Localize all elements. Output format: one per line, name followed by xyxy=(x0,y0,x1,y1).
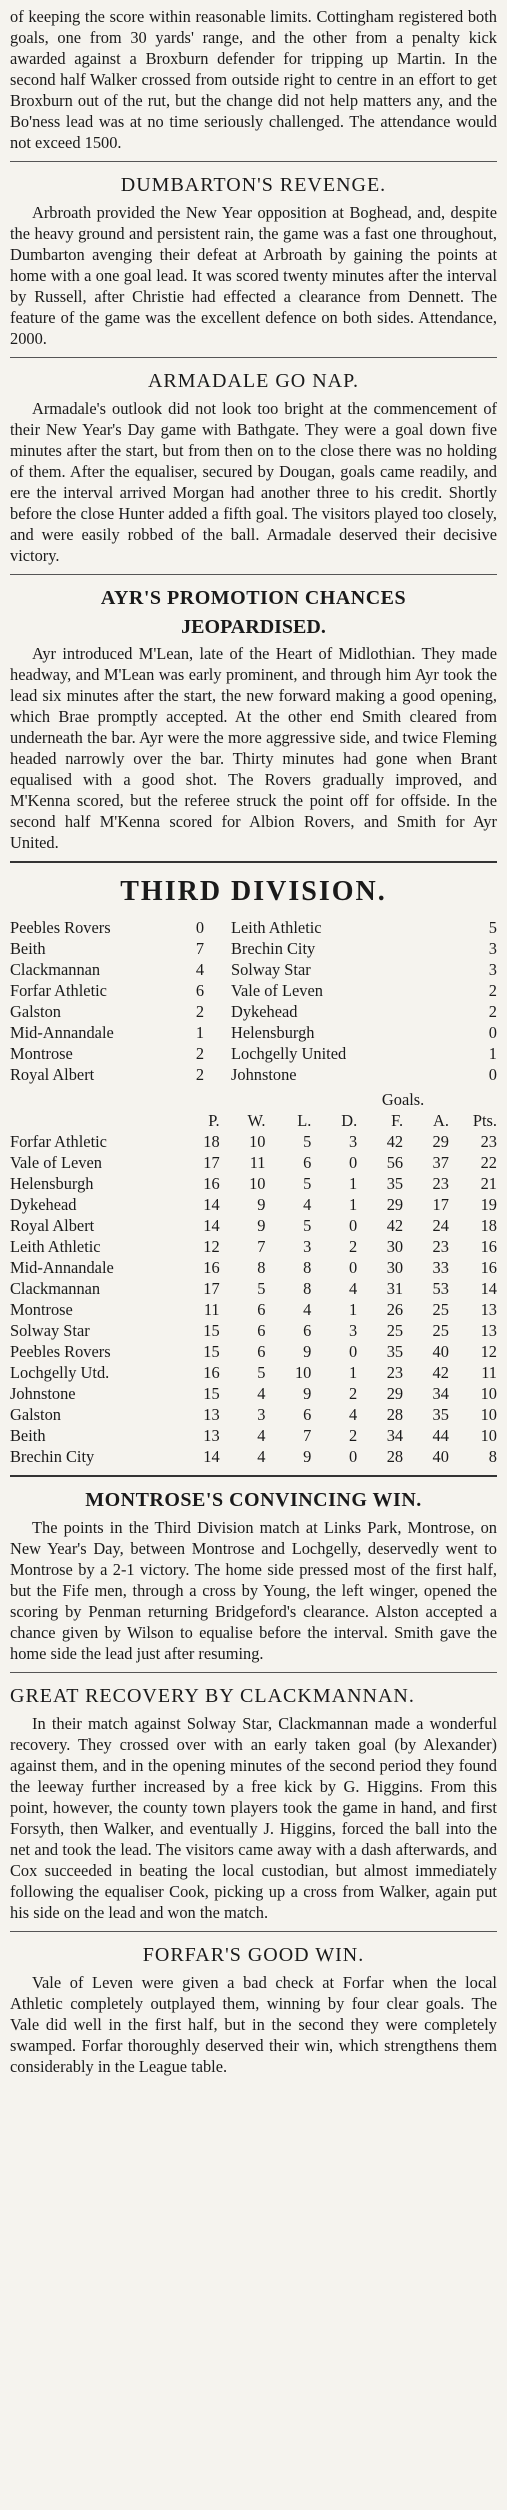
stat-l: 6 xyxy=(303,1321,312,1340)
league-row xyxy=(10,1278,497,1299)
stat-a: 23 xyxy=(432,1174,449,1193)
stat-d: 2 xyxy=(349,1426,358,1445)
article-forfar: Vale of Leven were given a bad check at Forfar when the local Athletic completely outplayed them, winning by four clear goals. The Vale did well in the first half, but in the second they were completely swamped. Forfar thoroughly deserved their win, which strengthens them considerably in the League table. xyxy=(10,1973,497,2076)
stat-l: 9 xyxy=(303,1342,312,1361)
away-score: 2 xyxy=(488,1002,497,1021)
stat-f: 26 xyxy=(386,1300,404,1319)
league-row xyxy=(10,1257,497,1278)
stat-pts: 14 xyxy=(480,1279,497,1298)
stat-d: 1 xyxy=(349,1174,358,1193)
stat-p: 16 xyxy=(203,1258,220,1277)
col-p: P. xyxy=(208,1111,220,1130)
stat-d: 0 xyxy=(349,1153,358,1172)
stat-f: 29 xyxy=(386,1384,404,1403)
stat-f: 31 xyxy=(386,1279,404,1298)
stat-l: 8 xyxy=(303,1258,312,1277)
stat-p: 18 xyxy=(203,1132,220,1151)
team-name: Helensburgh xyxy=(10,1174,94,1193)
stat-w: 4 xyxy=(257,1426,266,1445)
stat-a: 40 xyxy=(432,1342,449,1361)
team-name: Vale of Leven xyxy=(10,1153,102,1172)
team-name: Peebles Rovers xyxy=(10,1342,111,1361)
stat-pts: 16 xyxy=(480,1258,497,1277)
stat-d: 3 xyxy=(349,1321,358,1340)
stat-l: 3 xyxy=(303,1237,312,1256)
stat-p: 13 xyxy=(203,1405,220,1424)
team-name: Dykehead xyxy=(10,1195,77,1214)
headline-armadale: ARMADALE GO NAP. xyxy=(147,370,359,392)
stat-pts: 11 xyxy=(481,1363,497,1382)
stat-l: 4 xyxy=(303,1300,312,1319)
stat-a: 23 xyxy=(432,1237,449,1256)
stat-d: 0 xyxy=(349,1447,358,1466)
result-row xyxy=(10,938,497,959)
headline-clackmannan: GREAT RECOVERY BY CLACKMANNAN. xyxy=(10,1685,415,1707)
col-d: D. xyxy=(341,1111,358,1130)
stat-f: 42 xyxy=(386,1216,404,1235)
article-armadale: Armadale's outlook did not look too bright at the commencement of their New Year's Day game with Bathgate. They were a goal down five minutes after the start, but from then on to the close there was no holding of them. After the equaliser, secured by Dougan, goals came readily, and ere the interval arrived Morgan had another three to his credit. Shortly before the close Hunter added a fifth goal. The visitors played too closely, and were easily robbed of the ball. Armadale deserved their decisive victory. xyxy=(10,399,497,565)
home-team: Peebles Rovers xyxy=(10,918,111,937)
stat-f: 29 xyxy=(386,1195,404,1214)
article-dumbarton: Arbroath provided the New Year opposition at Boghead, and, despite the heavy ground and persistent rain, the game was a fast one throughout, Dumbarton avenging their defeat at Arbroath by gaining the points at home with a one goal lead. It was scored twenty minutes after the interval by Russell, after Christie had effected a clearance from Dennett. The feature of the game was the excellent defence on both sides. Attendance, 2000. xyxy=(10,203,497,348)
article-clackmannan: In their match against Solway Star, Clackmannan made a wonderful recovery. They crossed over with an early taken goal (by Alexander) against them, and in the opening minutes of the second period they found the leeway further increased by a free kick by G. Higgins. From this point, however, the county town players took the game in hand, and first Forsyth, then Walker, and eventually J. Higgins, forced the ball into the net and took the lead. The visitors came away with a dash afterwards, and Cox succeeded in beating the local custodian, but almost immediately following the equaliser Cook, picking up a cross from Walker, again put his side on the lead and won the match. xyxy=(10,1714,497,1922)
team-name: Royal Albert xyxy=(10,1216,95,1235)
stat-p: 17 xyxy=(203,1153,220,1172)
home-team: Clackmannan xyxy=(10,960,101,979)
stat-pts: 8 xyxy=(488,1447,497,1466)
league-row xyxy=(10,1425,497,1446)
stat-a: 33 xyxy=(432,1258,449,1277)
stat-d: 1 xyxy=(349,1195,358,1214)
stat-f: 30 xyxy=(386,1237,404,1256)
stat-d: 2 xyxy=(349,1384,358,1403)
away-team: Dykehead xyxy=(231,1002,298,1021)
col-w: W. xyxy=(247,1111,266,1130)
league-row xyxy=(10,1173,497,1194)
league-header-row xyxy=(10,1110,497,1131)
away-score: 0 xyxy=(488,1065,497,1084)
results-table xyxy=(10,917,497,1085)
subheadline-ayr: JEOPARDISED. xyxy=(181,616,326,638)
stat-a: 25 xyxy=(432,1300,449,1319)
stat-w: 6 xyxy=(257,1342,266,1361)
headline-ayr: AYR'S PROMOTION CHANCES xyxy=(100,587,407,609)
stat-l: 5 xyxy=(303,1132,312,1151)
league-row xyxy=(10,1236,497,1257)
stat-p: 14 xyxy=(203,1195,220,1214)
stat-w: 11 xyxy=(249,1153,266,1172)
stat-d: 0 xyxy=(349,1342,358,1361)
divider xyxy=(10,357,497,358)
stat-pts: 19 xyxy=(480,1195,497,1214)
stat-pts: 10 xyxy=(480,1426,497,1445)
league-row xyxy=(10,1152,497,1173)
stat-f: 56 xyxy=(386,1153,404,1172)
stat-pts: 21 xyxy=(480,1174,497,1193)
home-team: Galston xyxy=(10,1002,61,1021)
stat-f: 35 xyxy=(386,1174,404,1193)
article-ayr: Ayr introduced M'Lean, late of the Heart of Midlothian. They made headway, and M'Lean was early prominent, and through him Ayr took the lead six minutes after the start, the new forward making a good opening, which Brae promptly accepted. At the other end Smith cleared from underneath the bar. Ayr were the more aggressive side, and twice Fleming headed narrowly over the bar. Thirty minutes had gone when Brant equalised with a good shot. The Rovers gradually improved, and M'Kenna scored, but the referee struck the point off for offside. In the second half M'Kenna scored for Albion Rovers, and Smith for Ayr United. xyxy=(10,644,497,852)
stat-f: 23 xyxy=(386,1363,404,1382)
stat-w: 6 xyxy=(257,1300,266,1319)
stat-a: 24 xyxy=(432,1216,449,1235)
team-name: Montrose xyxy=(10,1300,73,1319)
result-row xyxy=(10,1001,497,1022)
home-team: Royal Albert xyxy=(10,1065,95,1084)
league-row xyxy=(10,1446,497,1467)
home-score: 2 xyxy=(195,1002,205,1021)
team-name: Solway Star xyxy=(10,1321,90,1340)
stat-p: 15 xyxy=(203,1321,220,1340)
col-a: A. xyxy=(433,1111,449,1130)
home-team: Mid-Annandale xyxy=(10,1023,114,1042)
stat-f: 42 xyxy=(386,1132,404,1151)
team-name: Forfar Athletic xyxy=(10,1132,107,1151)
home-score: 7 xyxy=(195,939,205,958)
stat-f: 25 xyxy=(386,1321,404,1340)
stat-l: 5 xyxy=(303,1216,312,1235)
stat-a: 29 xyxy=(432,1132,449,1151)
divider xyxy=(10,1931,497,1932)
league-row xyxy=(10,1404,497,1425)
away-team: Solway Star xyxy=(231,960,311,979)
away-score: 2 xyxy=(488,981,497,1000)
result-row xyxy=(10,917,497,938)
league-row xyxy=(10,1362,497,1383)
away-score: 3 xyxy=(488,960,497,979)
stat-w: 9 xyxy=(257,1216,266,1235)
stat-a: 17 xyxy=(432,1195,449,1214)
stat-w: 4 xyxy=(257,1384,266,1403)
stat-pts: 23 xyxy=(480,1132,497,1151)
stat-d: 2 xyxy=(349,1237,358,1256)
divider xyxy=(10,161,497,162)
stat-p: 14 xyxy=(203,1216,220,1235)
league-row xyxy=(10,1215,497,1236)
away-team: Brechin City xyxy=(231,939,316,958)
stat-w: 7 xyxy=(257,1237,266,1256)
result-row xyxy=(10,980,497,1001)
stat-p: 15 xyxy=(203,1342,220,1361)
team-name: Lochgelly Utd. xyxy=(10,1363,110,1382)
stat-pts: 10 xyxy=(480,1384,497,1403)
stat-p: 12 xyxy=(203,1237,220,1256)
result-row xyxy=(10,959,497,980)
away-team: Lochgelly United xyxy=(231,1044,347,1063)
stat-p: 13 xyxy=(203,1426,220,1445)
stat-w: 10 xyxy=(249,1132,266,1151)
away-team: Vale of Leven xyxy=(231,981,323,1000)
stat-d: 0 xyxy=(349,1258,358,1277)
intro-paragraph: of keeping the score within reasonable limits. Cottingham registered both goals, one from 30 yards' range, and the other from a penalty kick awarded against a Broxburn defender for tripping up Martin. In the second half Walker crossed from outside right to centre in an effort to get Broxburn out of the rut, but the change did not help matters any, and the Bo'ness lead was at no time seriously challenged. The attendance would not exceed 1500. xyxy=(10,7,497,152)
home-team: Forfar Athletic xyxy=(10,981,107,1000)
stat-a: 37 xyxy=(432,1153,449,1172)
stat-l: 9 xyxy=(303,1447,312,1466)
away-team: Helensburgh xyxy=(231,1023,315,1042)
stat-pts: 22 xyxy=(480,1153,497,1172)
stat-pts: 16 xyxy=(480,1237,497,1256)
team-name: Brechin City xyxy=(10,1447,95,1466)
away-score: 5 xyxy=(488,918,497,937)
away-score: 1 xyxy=(488,1044,497,1063)
stat-w: 5 xyxy=(257,1363,266,1382)
stat-d: 3 xyxy=(349,1132,358,1151)
headline-forfar: FORFAR'S GOOD WIN. xyxy=(142,1944,365,1966)
league-row xyxy=(10,1320,497,1341)
stat-f: 35 xyxy=(386,1342,404,1361)
article-montrose: The points in the Third Division match at Links Park, Montrose, on New Year's Day, between Montrose and Lochgelly, deservedly went to Montrose by a 2-1 victory. The home side pressed most of the first half, but the Fife men, through a cross by Young, the left winger, opened the scoring by Penman returning Bridgeford's clearance. Alston accepted a chance given by Wilson to equalise before the interval. Smith gave the home side the lead just after resuming. xyxy=(10,1518,497,1663)
divider xyxy=(10,1672,497,1673)
home-score: 4 xyxy=(195,960,205,979)
team-name: Mid-Annandale xyxy=(10,1258,114,1277)
stat-pts: 10 xyxy=(480,1405,497,1424)
stat-a: 40 xyxy=(432,1447,449,1466)
goals-header: Goals. xyxy=(381,1090,425,1109)
stat-l: 6 xyxy=(303,1153,312,1172)
stat-p: 17 xyxy=(203,1279,220,1298)
stat-pts: 12 xyxy=(480,1342,497,1361)
stat-l: 4 xyxy=(303,1195,312,1214)
league-row xyxy=(10,1131,497,1152)
team-name: Galston xyxy=(10,1405,61,1424)
stat-w: 9 xyxy=(257,1195,266,1214)
col-l: L. xyxy=(297,1111,312,1130)
stat-w: 6 xyxy=(257,1321,266,1340)
away-team: Leith Athletic xyxy=(231,918,322,937)
stat-pts: 13 xyxy=(480,1300,497,1319)
stat-a: 44 xyxy=(432,1426,449,1445)
stat-pts: 13 xyxy=(480,1321,497,1340)
stat-p: 14 xyxy=(203,1447,220,1466)
stat-f: 28 xyxy=(386,1447,404,1466)
home-score: 2 xyxy=(195,1044,205,1063)
league-row xyxy=(10,1194,497,1215)
home-score: 0 xyxy=(195,918,205,937)
divider xyxy=(10,861,497,863)
stat-w: 5 xyxy=(257,1279,266,1298)
home-score: 6 xyxy=(195,981,205,1000)
stat-d: 0 xyxy=(349,1216,358,1235)
home-team: Beith xyxy=(10,939,46,958)
stat-l: 5 xyxy=(303,1174,312,1193)
team-name: Clackmannan xyxy=(10,1279,101,1298)
home-score: 2 xyxy=(195,1065,205,1084)
league-row xyxy=(10,1341,497,1362)
headline-dumbarton: DUMBARTON'S REVENGE. xyxy=(120,174,387,196)
col-f: F. xyxy=(391,1111,404,1130)
league-row xyxy=(10,1299,497,1320)
stat-d: 1 xyxy=(349,1300,358,1319)
away-score: 0 xyxy=(488,1023,497,1042)
stat-w: 8 xyxy=(257,1258,266,1277)
result-row xyxy=(10,1064,497,1085)
stat-p: 11 xyxy=(203,1300,220,1319)
team-name: Leith Athletic xyxy=(10,1237,101,1256)
stat-p: 16 xyxy=(203,1174,220,1193)
home-team: Montrose xyxy=(10,1044,73,1063)
stat-a: 34 xyxy=(432,1384,449,1403)
col-pts: Pts. xyxy=(472,1111,497,1130)
divider xyxy=(10,1475,497,1477)
stat-d: 4 xyxy=(349,1279,358,1298)
stat-d: 1 xyxy=(349,1363,358,1382)
stat-l: 6 xyxy=(303,1405,312,1424)
stat-w: 4 xyxy=(257,1447,266,1466)
result-row xyxy=(10,1022,497,1043)
stat-w: 10 xyxy=(249,1174,266,1193)
league-header-goals-row xyxy=(10,1089,497,1110)
stat-a: 25 xyxy=(432,1321,449,1340)
stat-f: 34 xyxy=(386,1426,404,1445)
stat-l: 9 xyxy=(303,1384,312,1403)
stat-a: 42 xyxy=(432,1363,449,1382)
stat-d: 4 xyxy=(349,1405,358,1424)
stat-l: 8 xyxy=(303,1279,312,1298)
divider xyxy=(10,574,497,575)
stat-pts: 18 xyxy=(480,1216,497,1235)
league-row xyxy=(10,1383,497,1404)
stat-w: 3 xyxy=(257,1405,266,1424)
team-name: Beith xyxy=(10,1426,46,1445)
away-team: Johnstone xyxy=(231,1065,297,1084)
stat-a: 53 xyxy=(432,1279,449,1298)
result-row xyxy=(10,1043,497,1064)
stat-p: 16 xyxy=(203,1363,220,1382)
league-table xyxy=(10,1089,497,1467)
stat-p: 15 xyxy=(203,1384,220,1403)
stat-l: 10 xyxy=(294,1363,312,1382)
stat-l: 7 xyxy=(303,1426,312,1445)
home-score: 1 xyxy=(195,1023,205,1042)
stat-f: 30 xyxy=(386,1258,404,1277)
stat-f: 28 xyxy=(386,1405,404,1424)
headline-montrose: MONTROSE'S CONVINCING WIN. xyxy=(85,1489,422,1511)
stat-a: 35 xyxy=(432,1405,449,1424)
division-title: THIRD DIVISION. xyxy=(120,876,387,907)
team-name: Johnstone xyxy=(10,1384,76,1403)
away-score: 3 xyxy=(488,939,497,958)
